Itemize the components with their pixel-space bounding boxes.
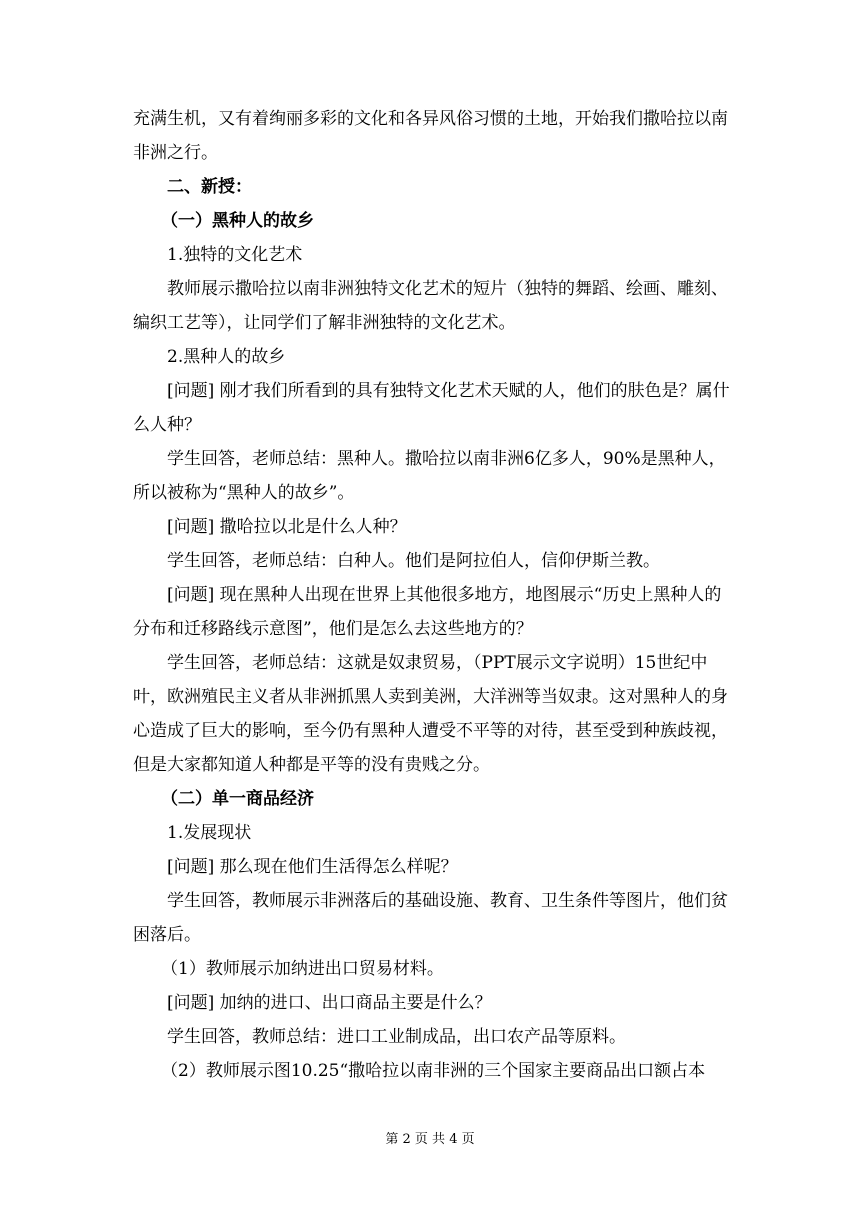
paragraph: [问题] 撒哈拉以北是什么人种？ (167, 517, 407, 537)
paragraph: 教师展示撒哈拉以南非洲独特文化艺术的短片（独特的舞蹈、绘画、雕刻、编织工艺等），让同学们了解非洲独特的文化艺术。 (133, 279, 728, 333)
item-heading: 1.发展现状 (167, 823, 252, 843)
paragraph: 学生回答，教师展示非洲落后的基础设施、教育、卫生条件等图片，他们贫困落后。 (133, 891, 728, 945)
item-heading: 2.黑种人的故乡 (167, 347, 286, 367)
item-heading: 1.独特的文化艺术 (167, 245, 303, 265)
page-footer: 第 2 页 共 4 页 (385, 1132, 475, 1147)
paragraph: 学生回答，老师总结：这就是奴隶贸易，（PPT展示文字说明）15世纪中叶，欧洲殖民主义者从非洲抓黑人卖到美洲，大洋洲等当奴隶。这对黑种人的身心造成了巨大的影响，至今仍有黑种人遭受不平等的对待，甚至受到种族歧视，但是大家都知道人种都是平等的没有贵贱之分。 (133, 653, 728, 775)
paragraph: 学生回答，老师总结：白种人。他们是阿拉伯人，信仰伊斯兰教。 (167, 551, 660, 571)
paragraph: （2）教师展示图10.25“撒哈拉以南非洲的三个国家主要商品出口额占本 (161, 1061, 706, 1081)
paragraph: [问题] 那么现在他们生活得怎么样呢？ (167, 857, 458, 877)
paragraph: 学生回答，老师总结：黑种人。撒哈拉以南非洲6亿多人，90%是黑种人，所以被称为“黑种人的故乡”。 (133, 449, 726, 503)
subsection-heading: （一）黑种人的故乡 (161, 211, 314, 231)
subsection-heading: （二）单一商品经济 (161, 789, 314, 809)
paragraph: [问题] 现在黑种人出现在世界上其他很多地方，地图展示“历史上黑种人的分布和迁移路线示意图”，他们是怎么去这些地方的？ (133, 585, 722, 639)
paragraph: 学生回答，教师总结：进口工业制成品，出口农产品等原料。 (167, 1027, 626, 1047)
paragraph: 充满生机，又有着绚丽多彩的文化和各异风俗习惯的土地，开始我们撒哈拉以南非洲之行。 (133, 109, 728, 163)
section-heading: 二、新授： (167, 177, 252, 197)
paragraph: [问题] 刚才我们所看到的具有独特文化艺术天赋的人，他们的肤色是？属什么人种？ (133, 381, 730, 435)
document-body (133, 102, 733, 1088)
paragraph: （1）教师展示加纳进出口贸易材料。 (161, 959, 444, 979)
paragraph: [问题] 加纳的进口、出口商品主要是什么？ (167, 993, 492, 1013)
